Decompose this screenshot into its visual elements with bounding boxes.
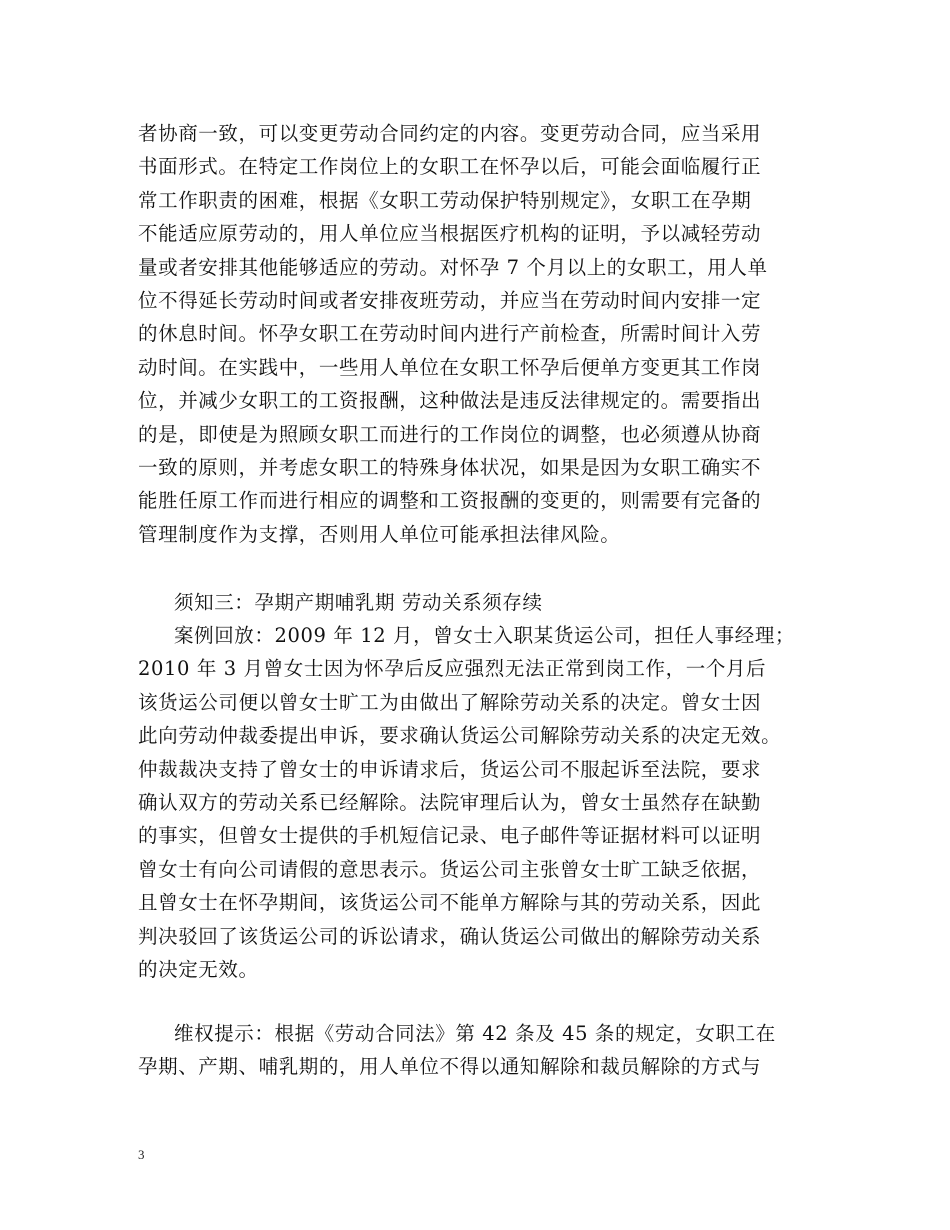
text-line: 曾女士有向公司请假的意思表示。货运公司主张曾女士旷工缺乏依据， [138,857,762,881]
text-line: 的是，即使是为照顾女职工而进行的工作岗位的调整，也必须遵从协商 [138,422,762,446]
text-line: 一致的原则，并考虑女职工的特殊身体状况，如果是因为女职工确实不 [138,456,762,480]
rights-tip-paragraph [138,1017,822,1084]
text-line: 的决定无效。 [138,958,259,982]
page-number: 3 [138,1147,145,1162]
text-line: 者协商一致，可以变更劳动合同约定的内容。变更劳动合同，应当采用 [138,122,762,145]
text-line: 的休息时间。怀孕女职工在劳动时间内进行产前检查，所需时间计入劳 [138,322,762,346]
text-line: 该货运公司便以曾女士旷工为由做出了解除劳动关系的决定。曾女士因 [138,690,762,714]
text-line: 孕期、产期、哺乳期的，用人单位不得以通知解除和裁员解除的方式与 [138,1055,762,1079]
text-line: 位不得延长劳动时间或者安排夜班劳动，并应当在劳动时间内安排一定 [138,289,762,313]
text-line: 案例回放：2009 年 12 月，曾女士入职某货运公司，担任人事经理； [174,624,796,647]
text-line: 判决驳回了该货运公司的诉讼请求，确认货运公司做出的解除劳动关系 [138,924,762,948]
text-line: 维权提示：根据《劳动合同法》第 42 条及 45 条的规定，女职工在 [174,1022,776,1045]
text-line: 不能适应原劳动的，用人单位应当根据医疗机构的证明，予以减轻劳动 [138,222,762,246]
text-line: 量或者安排其他能够适应的劳动。对怀孕 7 个月以上的女职工，用人单 [138,255,768,279]
text-line: 且曾女士在怀孕期间，该货运公司不能单方解除与其的劳动关系，因此 [138,891,762,915]
text-line: 书面形式。在特定工作岗位上的女职工在怀孕以后，可能会面临履行正 [138,155,762,179]
text-line: 能胜任原工作而进行相应的调整和工资报酬的变更的，则需要有完备的 [138,489,762,513]
heading-text: 须知三：孕期产期哺乳期 劳动关系须存续 [174,591,543,614]
section-heading [138,586,822,619]
text-line: 仲裁裁决支持了曾女士的申诉请求后，货运公司不服起诉至法院，要求 [138,757,762,781]
text-line: 的事实，但曾女士提供的手机短信记录、电子邮件等证据材料可以证明 [138,824,762,848]
body-paragraph-pregnancy-job-change [138,117,822,551]
text-line: 此向劳动仲裁委提出申诉，要求确认货运公司解除劳动关系的决定无效。 [138,724,782,748]
text-line: 确认双方的劳动关系已经解除。法院审理后认为，曾女士虽然存在缺勤 [138,791,762,815]
text-line: 位，并减少女职工的工资报酬，这种做法是违反法律规定的。需要指出 [138,389,762,413]
text-line: 动时间。在实践中，一些用人单位在女职工怀孕后便单方变更其工作岗 [138,355,762,379]
text-line: 管理制度作为支撑，否则用人单位可能承担法律风险。 [138,522,621,546]
case-review-paragraph [138,619,822,986]
text-line: 2010 年 3 月曾女士因为怀孕后反应强烈无法正常到岗工作，一个月后 [138,657,767,681]
text-line: 常工作职责的困难，根据《女职工劳动保护特别规定》，女职工在孕期 [138,188,752,212]
